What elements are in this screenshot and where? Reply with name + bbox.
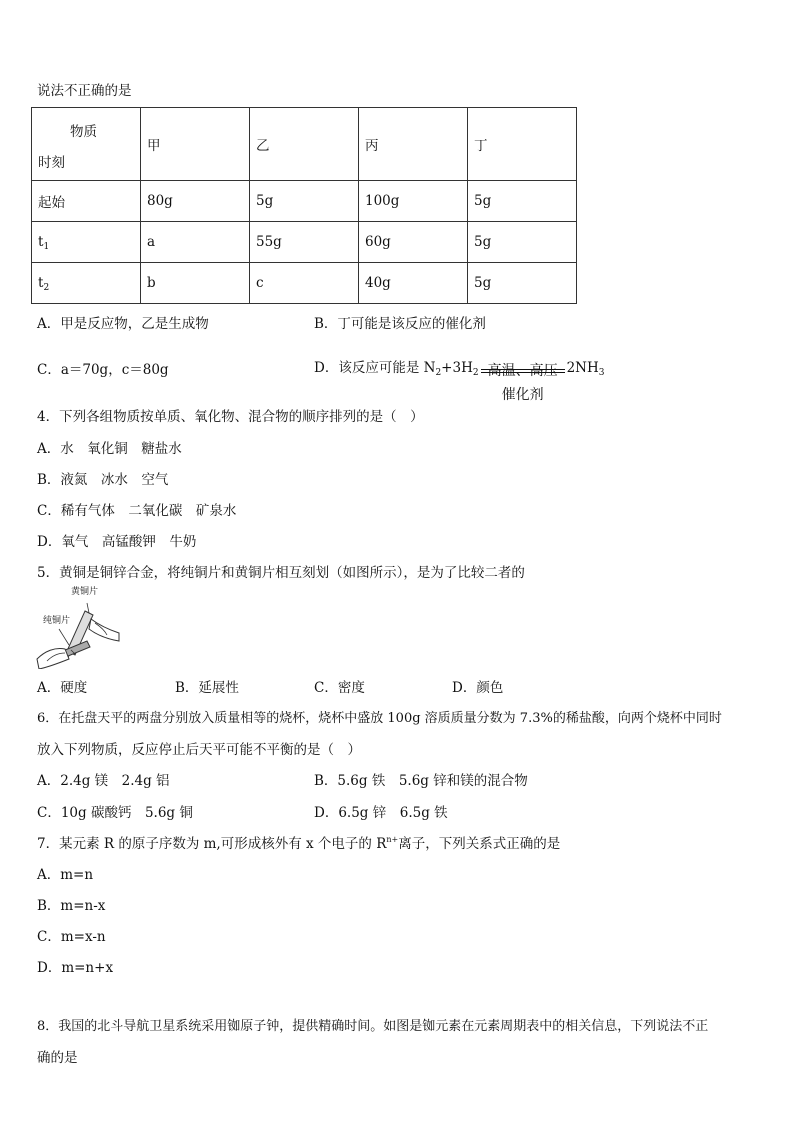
q7-option-d: D．m=n+x — [37, 960, 114, 976]
table-cell: 5g — [468, 222, 577, 263]
reaction-mass-table — [31, 107, 577, 304]
condition-bottom: 催化剂 — [501, 386, 544, 403]
q7-stem: 7．某元素 R 的原子序数为 m,可形成核外有 x 个电子的 $R^{n+}$离子，下列关系式正确的是 — [37, 835, 561, 852]
table-cell: a — [141, 222, 250, 263]
column-header: 乙 — [250, 108, 359, 181]
row-label: $t_1$ — [32, 222, 141, 263]
q6-option-b: B．5.6g 铁 5.6g 锌和镁的混合物 — [314, 773, 528, 789]
table-cell: 40g — [359, 263, 468, 304]
q7-option-a: A．m=n — [37, 867, 94, 883]
table-cell: 5g — [468, 181, 577, 222]
q6-stem-line2: 放入下列物质，反应停止后天平可能不平衡的是（ ） — [37, 742, 361, 758]
row-label: $t_2$ — [32, 263, 141, 304]
table-row — [32, 263, 577, 304]
table-row — [32, 222, 577, 263]
row-label: 起始 — [32, 181, 141, 222]
q7-option-b: B．m=n-x — [37, 898, 106, 914]
q6-option-d: D．6.5g 锌 6.5g 铁 — [314, 805, 448, 821]
condition-top: 高温、高压 — [487, 362, 558, 379]
q6-option-c: C．10g 碳酸钙 5.6g 铜 — [37, 805, 193, 821]
table-cell: 60g — [359, 222, 468, 263]
q5-option-d: D．颜色 — [452, 680, 504, 696]
q5-stem: 5．黄铜是铜锌合金，将纯铜片和黄铜片相互刻划（如图所示），是为了比较二者的 — [37, 565, 525, 581]
table-cell: 55g — [250, 222, 359, 263]
table-header-row — [32, 108, 577, 181]
table-row — [32, 181, 577, 222]
table-cell: 5g — [250, 181, 359, 222]
label-brass: 黄铜片 — [71, 587, 99, 597]
q4-option-a: A．水 氧化铜 糖盐水 — [37, 441, 182, 457]
q3-option-b: B．丁可能是该反应的催化剂 — [314, 316, 486, 332]
hand-scratch-illustration — [35, 589, 121, 669]
q5-option-b: B．延展性 — [175, 680, 239, 696]
table-cell: 100g — [359, 181, 468, 222]
table-cell: c — [250, 263, 359, 304]
q5-option-c: C．密度 — [314, 680, 365, 696]
q4-option-d: D．氧气 高锰酸钾 牛奶 — [37, 534, 197, 550]
q4-stem: 4．下列各组物质按单质、氧化物、混合物的顺序排列的是（ ） — [37, 409, 424, 425]
column-header: 丙 — [359, 108, 468, 181]
q4-option-b: B．液氮 冰水 空气 — [37, 472, 169, 488]
q3-option-a: A．甲是反应物，乙是生成物 — [37, 316, 209, 332]
q8-stem-line1: 8．我国的北斗导航卫星系统采用铷原子钟，提供精确时间。如图是铷元素在元素周期表中的相关信息，下列说法不正 — [37, 1019, 709, 1034]
q8-stem-line2: 确的是 — [37, 1050, 78, 1066]
header-time: 时刻 — [38, 155, 65, 171]
column-header: 丁 — [468, 108, 577, 181]
table-cell: 5g — [468, 263, 577, 304]
q7-option-c: C．m=x-n — [37, 929, 106, 945]
q6-stem-line1: 6．在托盘天平的两盘分别放入质量相等的烧杯，烧杯中盛放 100g 溶质质量分数为 7.3%的稀盐酸，向两个烧杯中同时 — [37, 711, 722, 726]
q4-option-c: C．稀有气体 二氧化碳 矿泉水 — [37, 503, 237, 519]
table-cell: b — [141, 263, 250, 304]
table-cell: 80g — [141, 181, 250, 222]
q3-option-c: C．a＝70g，c＝80g — [37, 362, 169, 378]
q5-option-a: A．硬度 — [37, 680, 88, 696]
column-header: 甲 — [141, 108, 250, 181]
reaction-condition — [481, 351, 565, 403]
header-substance: 物质 — [70, 124, 97, 140]
q3-option-d: D．该反应可能是 $N_2+3H_2$ 高温、高压 催化剂 $2NH_3$ — [314, 346, 605, 390]
copper-scratch-figure — [35, 589, 121, 669]
intro-line: 说法不正确的是 — [37, 83, 132, 99]
q6-option-a: A．2.4g 镁 2.4g 铝 — [37, 773, 170, 789]
label-pure-copper: 纯铜片 — [43, 616, 71, 626]
table-corner-cell — [32, 108, 141, 181]
